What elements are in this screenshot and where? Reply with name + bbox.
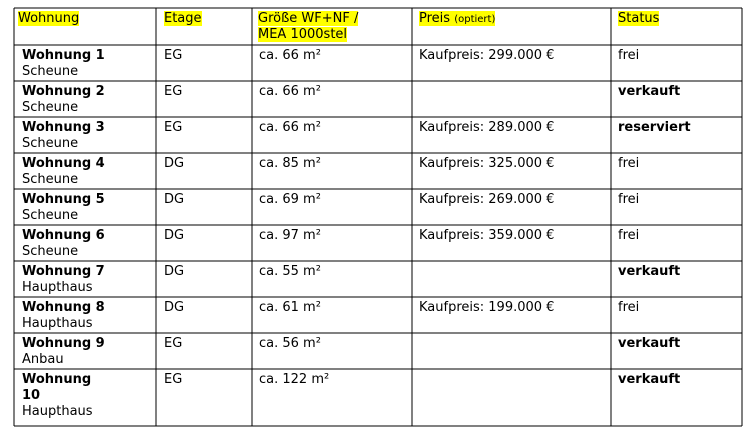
row-7-wohnung bbox=[22, 264, 105, 296]
apartment-location: Anbau bbox=[22, 352, 64, 367]
apartment-location: Scheune bbox=[22, 64, 79, 79]
row-5-groesse: ca. 69 m² bbox=[259, 192, 321, 207]
row-7-etage: DG bbox=[164, 264, 185, 279]
row-2-groesse: ca. 66 m² bbox=[259, 84, 321, 99]
row-7-status: verkauft bbox=[618, 264, 681, 279]
apartment-location: Scheune bbox=[22, 172, 79, 187]
apartment-location: Scheune bbox=[22, 208, 79, 223]
row-5-wohnung bbox=[22, 192, 105, 224]
row-9-wohnung bbox=[22, 336, 105, 368]
row-1-groesse: ca. 66 m² bbox=[259, 48, 321, 63]
apartment-name: Wohnung 2 bbox=[22, 84, 105, 99]
apartment-location: Scheune bbox=[22, 244, 79, 259]
header-wohnung bbox=[18, 11, 79, 27]
row-3-groesse: ca. 66 m² bbox=[259, 120, 321, 135]
header-preis-label: Preis bbox=[419, 11, 451, 26]
apartment-name: Wohnung 10 bbox=[22, 372, 92, 403]
row-3-status: reserviert bbox=[618, 120, 691, 135]
row-9-groesse: ca. 56 m² bbox=[259, 336, 321, 351]
row-8-wohnung bbox=[22, 300, 105, 332]
header-status bbox=[618, 11, 659, 27]
header-groesse-line2: MEA 1000stel bbox=[258, 27, 348, 42]
row-4-preis: Kaufpreis: 325.000 € bbox=[419, 156, 555, 171]
row-5-etage: DG bbox=[164, 192, 185, 207]
row-6-wohnung bbox=[22, 228, 105, 260]
header-preis-wrap bbox=[419, 11, 495, 26]
row-3-etage: EG bbox=[164, 120, 183, 135]
row-5-preis: Kaufpreis: 269.000 € bbox=[419, 192, 555, 207]
row-6-groesse: ca. 97 m² bbox=[259, 228, 321, 243]
apartment-location: Haupthaus bbox=[22, 404, 93, 419]
row-4-status: frei bbox=[618, 156, 640, 171]
row-5-status: frei bbox=[618, 192, 640, 207]
row-10-wohnung bbox=[22, 372, 102, 420]
row-10-status: verkauft bbox=[618, 372, 681, 387]
row-3-wohnung bbox=[22, 120, 105, 152]
row-8-groesse: ca. 61 m² bbox=[259, 300, 321, 315]
apartment-location: Haupthaus bbox=[22, 280, 93, 295]
apartment-name: Wohnung 3 bbox=[22, 120, 105, 135]
row-8-etage: DG bbox=[164, 300, 185, 315]
header-groesse bbox=[258, 11, 358, 43]
row-6-preis: Kaufpreis: 359.000 € bbox=[419, 228, 555, 243]
row-8-status: frei bbox=[618, 300, 640, 315]
row-9-status: verkauft bbox=[618, 336, 681, 351]
row-6-status: frei bbox=[618, 228, 640, 243]
row-8-preis: Kaufpreis: 199.000 € bbox=[419, 300, 555, 315]
row-4-wohnung bbox=[22, 156, 105, 188]
row-1-status: frei bbox=[618, 48, 640, 63]
header-preis bbox=[419, 11, 495, 28]
apartment-location: Scheune bbox=[22, 136, 79, 151]
row-7-groesse: ca. 55 m² bbox=[259, 264, 321, 279]
row-2-status: verkauft bbox=[618, 84, 681, 99]
row-4-etage: DG bbox=[164, 156, 185, 171]
apartment-name: Wohnung 7 bbox=[22, 264, 105, 279]
row-6-etage: DG bbox=[164, 228, 185, 243]
apartment-name: Wohnung 6 bbox=[22, 228, 105, 243]
row-10-groesse: ca. 122 m² bbox=[259, 372, 330, 387]
row-9-etage: EG bbox=[164, 336, 183, 351]
row-4-groesse: ca. 85 m² bbox=[259, 156, 321, 171]
apartment-name: Wohnung 9 bbox=[22, 336, 105, 351]
apartment-name: Wohnung 5 bbox=[22, 192, 105, 207]
row-1-etage: EG bbox=[164, 48, 183, 63]
row-2-etage: EG bbox=[164, 84, 183, 99]
row-2-wohnung bbox=[22, 84, 105, 116]
apartment-location: Haupthaus bbox=[22, 316, 93, 331]
apartment-name: Wohnung 1 bbox=[22, 48, 105, 63]
apartment-location: Scheune bbox=[22, 100, 79, 115]
header-preis-note: (optiert) bbox=[454, 14, 496, 25]
row-1-wohnung bbox=[22, 48, 105, 80]
header-etage bbox=[164, 11, 202, 27]
apartment-name: Wohnung 8 bbox=[22, 300, 105, 315]
header-status-label: Status bbox=[618, 11, 660, 26]
row-1-preis: Kaufpreis: 299.000 € bbox=[419, 48, 555, 63]
header-groesse-line1: Größe WF+NF / bbox=[258, 11, 359, 26]
row-3-preis: Kaufpreis: 289.000 € bbox=[419, 120, 555, 135]
row-10-etage: EG bbox=[164, 372, 183, 387]
header-wohnung-label: Wohnung bbox=[18, 11, 80, 26]
header-etage-label: Etage bbox=[164, 11, 202, 26]
apartment-name: Wohnung 4 bbox=[22, 156, 105, 171]
